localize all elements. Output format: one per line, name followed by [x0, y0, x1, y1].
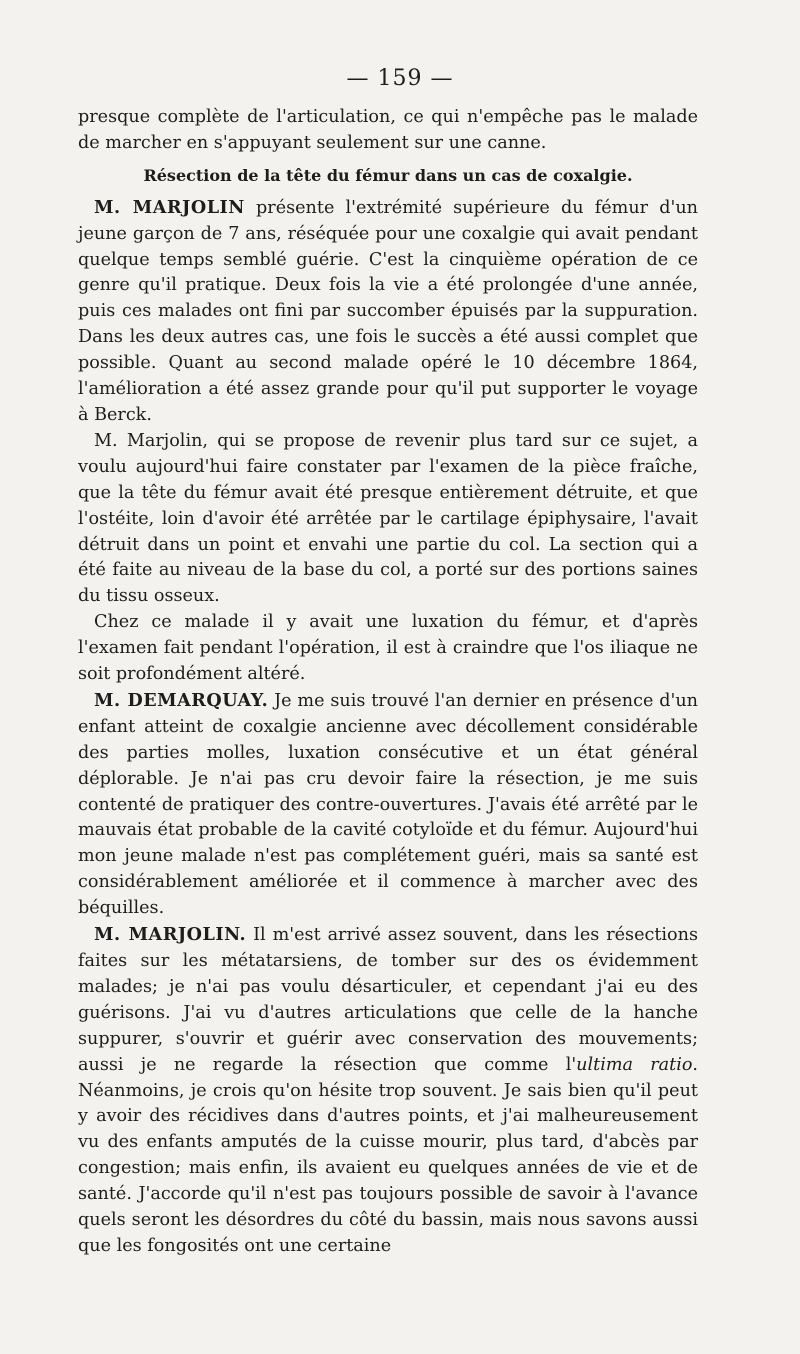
paragraph-marjolin-presentation — [78, 195, 698, 429]
paragraph-marjolin-reply — [78, 922, 698, 1260]
body-text — [78, 105, 698, 1260]
paragraph-continuation: presque complète de l'articulation, ce qui n'empêche pas le malade de marcher en s'appuyant seulement sur une canne. — [78, 107, 698, 153]
paragraph-text: . Néanmoins, je crois qu'on hésite trop souvent. Je sais bien qu'il peut y avoir des récidives dans d'autres points, et j'ai malheureusement vu des enfants amputés de la cuisse mourir, plus tard, d'abcès par congestion; mais enfin, ils avaient eu quelques années de vie et de santé. J'accorde qu'il n'est pas toujours possible de savoir à l'avance quels seront les désordres du côté du bassin, mais nous savons aussi que les fongosités ont une certaine — [78, 1054, 699, 1256]
paragraph-text: Il m'est arrivé assez souvent, dans les résections faites sur les métatarsiens, de tomber sur des os évidemment malades; je n'ai pas voulu désarticuler, et cependant j'ai eu des guérisons. J'ai vu d'autres articulations que celle de la hanche suppurer, s'ouvrir et guérir avec conservation des mouvements; aussi je ne regarde la résection que comme l' — [78, 925, 698, 1075]
section-heading: Résection de la tête du fémur dans un cas de coxalgie. — [143, 165, 633, 185]
speaker-name: M. DEMARQUAY. — [94, 689, 269, 711]
speaker-name: M. MARJOLIN. — [94, 924, 247, 946]
speaker-name: M. MARJOLIN — [94, 196, 245, 218]
italic-phrase: ultima ratio — [576, 1054, 693, 1075]
paragraph-text: Je me suis trouvé l'an dernier en présence d'un enfant atteint de coxalgie ancienne avec décollement considérable des parties molles, luxation consécutive et un état général déplorable. Je n'ai pas cru devoir faire la résection, je me suis contenté de pratiquer des contre-ouvertures. J'avais été arrêté par le mauvais état probable de la cavité cotyloïde et du fémur. Aujourd'hui mon jeune malade n'est pas complétement guéri, mais sa santé est considérablement améliorée et il commence à marcher avec des béquilles. — [78, 690, 698, 919]
paragraph-text: présente l'extrémité supérieure du fémur d'un jeune garçon de 7 ans, réséquée pour une coxalgie qui avait pendant quelque temps semblé guérie. C'est la cinquième opération de ce genre qu'il pratique. Deux fois la vie a été prolongée d'une année, puis ces malades ont fini par succomber épuisés par la suppuration. Dans les deux autres cas, une fois le succès a été aussi complet que possible. Quant au second malade opéré le 10 décembre 1864, l'amélioration a été assez grande pour qu'il put supporter le voyage à Berck. — [78, 197, 698, 425]
paragraph-marjolin-examination: M. Marjolin, qui se propose de revenir plus tard sur ce sujet, a voulu aujourd'hui faire constater par l'examen de la pièce fraîche, que la tête du fémur avait été presque entièrement détruite, et que l'ostéite, loin d'avoir été arrêtée par le cartilage épiphysaire, l'avait détruit dans un point et envahi une partie du col. La section qui a été faite au niveau de la base du col, a porté sur des portions saines du tissu osseux. — [78, 430, 698, 607]
paragraph-luxation: Chez ce malade il y avait une luxation du fémur, et d'après l'examen fait pendant l'opération, il est à craindre que l'os iliaque ne soit profondément altéré. — [78, 612, 698, 685]
page-number: — 159 — — [346, 66, 454, 91]
paragraph-demarquay — [78, 688, 698, 922]
